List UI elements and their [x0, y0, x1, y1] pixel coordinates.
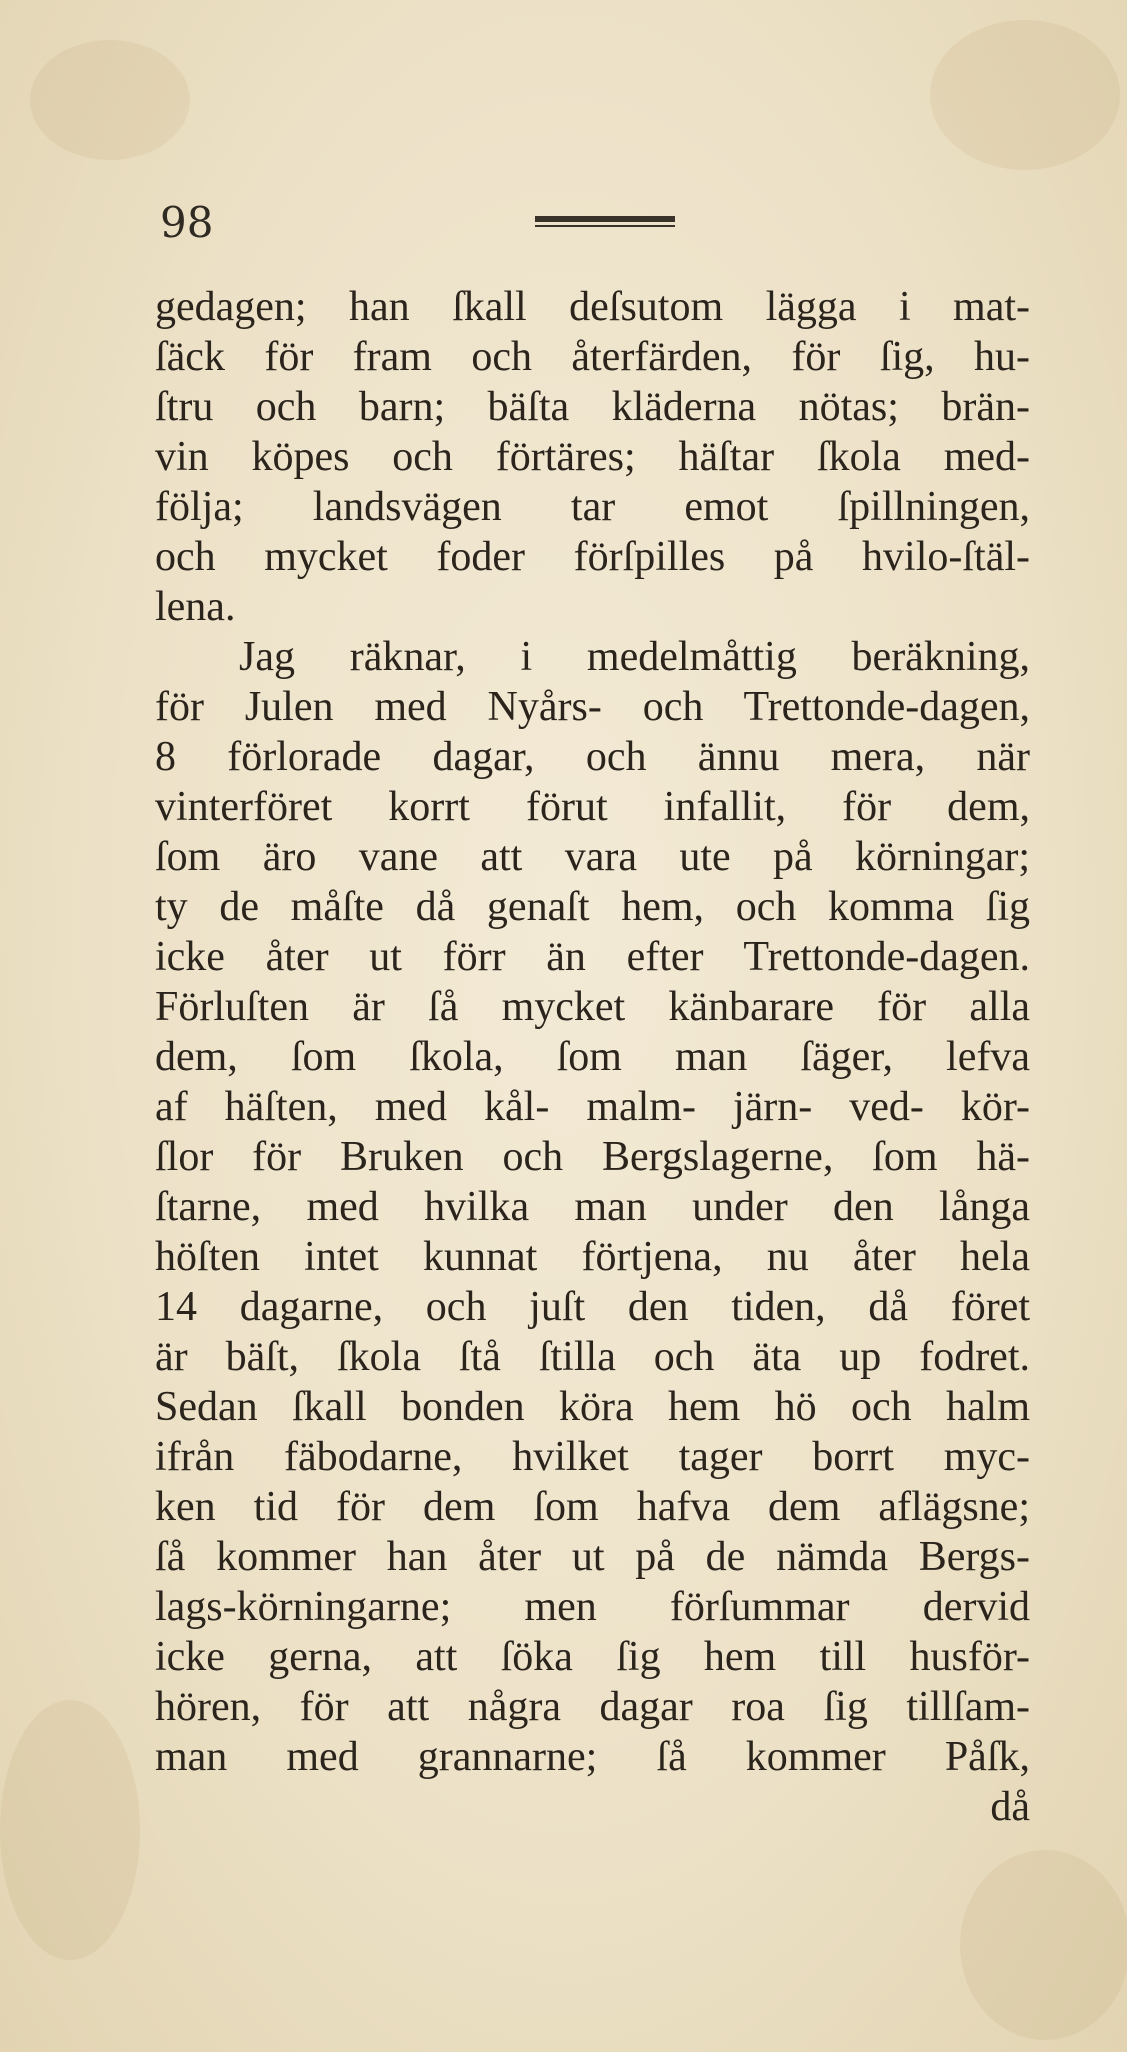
header-rule — [535, 216, 675, 228]
text-line: ſlor för Bruken och Bergslagerne, ſom hä- — [155, 1134, 1030, 1180]
text-line: är bäſt, ſkola ſtå ſtilla och äta up fodret. — [155, 1334, 1030, 1380]
text-line: Förluſten är ſå mycket känbarare för alla — [155, 984, 1030, 1030]
paper-stain — [30, 40, 190, 160]
text-line: och mycket foder förſpilles på hvilo-ſtäl- — [155, 534, 1030, 580]
text-line: ſå kommer han åter ut på de nämda Bergs- — [155, 1534, 1030, 1580]
catchword: då — [990, 1784, 1030, 1830]
text-line: ken tid för dem ſom hafva dem aflägsne; — [155, 1484, 1030, 1530]
text-line: ſtru och barn; bäſta kläderna nötas; brän- — [155, 384, 1030, 430]
header-rule-thin — [535, 225, 675, 227]
text-line: 14 dagarne, och juſt den tiden, då föret — [155, 1284, 1030, 1330]
text-line: vin köpes och förtäres; häſtar ſkola med- — [155, 434, 1030, 480]
text-line: icke gerna, att ſöka ſig hem till husför- — [155, 1634, 1030, 1680]
text-line: ſom äro vane att vara ute på körningar; — [155, 834, 1030, 880]
text-line: lena. — [155, 584, 236, 630]
paper-stain — [960, 1850, 1127, 2040]
text-line: lags-körningarne; men förſummar dervid — [155, 1584, 1030, 1630]
body-text — [155, 282, 1030, 1832]
text-line: höſten intet kunnat förtjena, nu åter hela — [155, 1234, 1030, 1280]
text-line: hören, för att några dagar roa ſig tillſam- — [155, 1684, 1030, 1730]
text-line: för Julen med Nyårs- och Trettonde-dagen, — [155, 684, 1030, 730]
text-line: icke åter ut förr än efter Trettonde-dagen. — [155, 934, 1030, 980]
text-line: ifrån fäbodarne, hvilket tager borrt myc- — [155, 1434, 1030, 1480]
text-line: Sedan ſkall bonden köra hem hö och halm — [155, 1384, 1030, 1430]
text-line: vinterföret korrt förut infallit, för dem, — [155, 784, 1030, 830]
text-line: ty de måſte då genaſt hem, och komma ſig — [155, 884, 1030, 930]
text-line: ſtarne, med hvilka man under den långa — [155, 1184, 1030, 1230]
text-line: gedagen; han ſkall deſsutom lägga i mat- — [155, 284, 1030, 330]
text-line: ſäck för fram och återfärden, för ſig, hu- — [155, 334, 1030, 380]
paper-stain — [930, 20, 1120, 170]
text-line: man med grannarne; ſå kommer Påſk, — [155, 1734, 1030, 1780]
text-line: följa; landsvägen tar emot ſpillningen, — [155, 484, 1030, 530]
paper-stain — [0, 1700, 140, 1960]
text-line: 8 förlorade dagar, och ännu mera, när — [155, 734, 1030, 780]
paragraph-start-line: Jag räknar, i medelmåttig beräkning, — [239, 634, 1030, 680]
text-line: af häſten, med kål- malm- järn- ved- kör- — [155, 1084, 1030, 1130]
header-rule-thick — [535, 216, 675, 222]
text-line: dem, ſom ſkola, ſom man ſäger, lefva — [155, 1034, 1030, 1080]
page-number: 98 — [160, 198, 214, 247]
